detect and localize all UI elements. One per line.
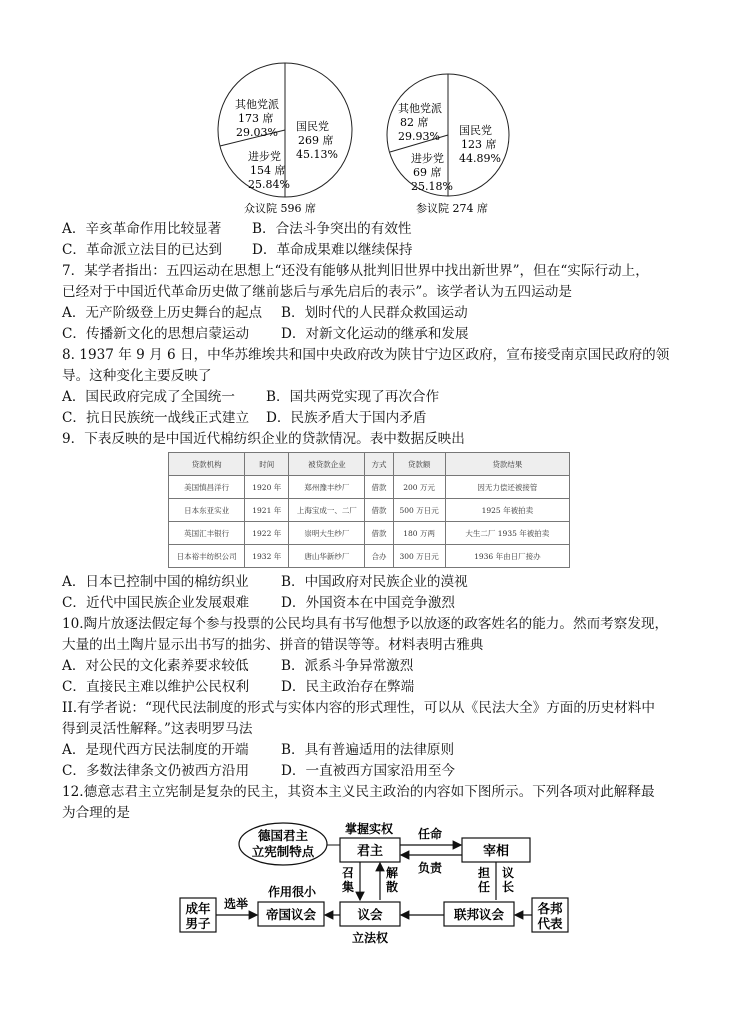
q10-option-d: D．民主政治存在弊端 (281, 679, 415, 695)
table-cell: 大生二厂 1935 年被拍卖 (445, 522, 569, 545)
pie2-prog-name: 进步党 (411, 152, 444, 165)
label-serve-2: 任 (477, 880, 491, 894)
q8-option-d: D．民族矛盾大于国内矛盾 (266, 410, 427, 426)
pie1-kmt-seats: 269 席 (298, 134, 334, 147)
table-cell: 唐山华新纱厂 (289, 545, 365, 568)
table-cell: 借款 (365, 522, 393, 545)
label-serve-1: 担 (477, 866, 491, 880)
label-convene-1: 召 (341, 866, 355, 880)
q6-option-c: C．革命派立法目的已达到 (62, 242, 222, 258)
q11-option-b: B．具有普遍适用的法律原则 (281, 742, 455, 758)
table-cell: 借款 (365, 499, 393, 522)
pie2-prog-pct: 25.18% (411, 180, 453, 193)
loan-table-header (169, 453, 570, 476)
table-cell: 上海宝成一、二厂 (289, 499, 365, 522)
label-speaker-1: 议 (501, 866, 515, 880)
q7-option-c: C．传播新文化的思想启蒙运动 (62, 326, 250, 342)
q7-stem-line1: 7．某学者指出：五四运动在思想上“还没有能够从批判旧世界中找出新世界”，但在“实际行动上， (62, 263, 649, 279)
q8-option-c: C．抗日民族统一战线正式建立 (62, 410, 250, 426)
table-row (169, 499, 570, 522)
pie1-kmt-pct: 45.13% (296, 148, 338, 161)
q9-option-b: B．中国政府对民族企业的漠视 (281, 574, 468, 590)
col-header: 贷款结果 (445, 453, 569, 476)
pie2-kmt-name: 国民党 (459, 124, 492, 137)
col-header: 贷款机构 (169, 453, 245, 476)
oval-line2: 立宪制特点 (251, 844, 315, 859)
q6-option-a: A．辛亥革命作用比较显著 (62, 221, 222, 237)
table-cell: 1921 年 (245, 499, 289, 522)
label-speaker-2: 长 (501, 880, 515, 894)
state-reps-line2: 代表 (537, 916, 563, 931)
pie1-kmt-name: 国民党 (296, 120, 329, 133)
q9-option-d: D．外国资本在中国竞争激烈 (281, 595, 456, 611)
col-header: 方式 (365, 453, 393, 476)
table-cell: 日本东亚实业 (169, 499, 245, 522)
table-cell: 合办 (365, 545, 393, 568)
col-header: 时间 (245, 453, 289, 476)
table-cell: 500 万日元 (393, 499, 445, 522)
adult-male-line2: 男子 (185, 916, 211, 931)
q6-option-b: B．合法斗争突出的有效性 (252, 221, 412, 237)
q7-option-b: B．划时代的人民群众救国运动 (281, 305, 468, 321)
label-power: 掌握实权 (344, 822, 394, 836)
q9-stem: 9．下表反映的是中国近代棉纺织企业的贷款情况。表中数据反映出 (62, 431, 465, 447)
pie1-prog-pct: 25.84% (248, 178, 290, 191)
oval-line1: 德国君主 (257, 828, 309, 843)
table-cell: 借款 (365, 476, 393, 499)
q10-stem-line2: 大量的出土陶片显示出书写的拙劣、拼音的错误等等。材料表明古雅典 (62, 637, 484, 653)
label-responsible: 负责 (417, 861, 443, 875)
table-row (169, 476, 570, 499)
q9-option-a: A．日本已控制中国的棉纺织业 (62, 574, 249, 590)
label-legislative: 立法权 (351, 931, 389, 945)
pie2-other-seats: 82 席 (400, 116, 429, 129)
pie1-prog-seats: 154 席 (250, 164, 286, 177)
label-dissolve-2: 散 (385, 880, 399, 894)
q8-stem-line1: 8. 1937 年 9 月 6 日，中华苏维埃共和国中央政府改为陕甘宁边区政府，宣布接受南京国民政府的领 (62, 347, 670, 363)
pie2-caption: 参议院 274 席 (416, 202, 488, 215)
state-reps-line1: 各邦 (537, 901, 563, 916)
reichstag-label: 帝国议会 (265, 907, 317, 922)
pie1-other-name: 其他党派 (235, 98, 279, 111)
table-cell: 美国慎昌洋行 (169, 476, 245, 499)
pie2-kmt-pct: 44.89% (459, 152, 501, 165)
chancellor-label: 宰相 (482, 844, 510, 859)
loan-table (168, 452, 570, 568)
q12-stem-line1: 12.德意志君主立宪制是复杂的民主，其资本主义民主政治的内容如下图所示。下列各项对此解释最 (62, 784, 655, 800)
q11-option-a: A．是现代西方民法制度的开端 (62, 742, 249, 758)
q11-option-d: D．一直被西方国家沿用至今 (281, 763, 456, 779)
table-cell: 1920 年 (245, 476, 289, 499)
pie2-prog-seats: 69 席 (413, 166, 442, 179)
bundesrat-label: 联邦议会 (453, 907, 505, 922)
table-cell: 英国汇丰银行 (169, 522, 245, 545)
parliament-label: 议会 (357, 907, 383, 922)
table-cell: 郑州豫丰纱厂 (289, 476, 365, 499)
q6-option-d: D．革命成果难以继续保持 (252, 242, 413, 258)
q7-stem-line2: 已经对于中国近代革命历史做了继前毖后与承先启后的表示”。该学者认为五四运动是 (62, 284, 572, 300)
q8-option-b: B．国共两党实现了再次合作 (266, 389, 440, 405)
table-cell: 200 万元 (393, 476, 445, 499)
col-header: 贷款额 (393, 453, 445, 476)
table-row (169, 545, 570, 568)
table-cell: 崇明大生纱厂 (289, 522, 365, 545)
table-cell: 300 万日元 (393, 545, 445, 568)
table-cell: 因无力偿还被接管 (445, 476, 569, 499)
table-cell: 180 万两 (393, 522, 445, 545)
constitution-diagram (0, 820, 737, 945)
label-dissolve-1: 解 (385, 866, 399, 880)
pie1-caption: 众议院 596 席 (244, 202, 316, 215)
pie2-kmt-seats: 123 席 (461, 138, 497, 151)
q10-option-b: B．派系斗争异常激烈 (281, 658, 414, 674)
q12-stem-line2: 为合理的是 (62, 805, 130, 821)
pie-charts (0, 0, 737, 220)
pie-chart-senate (387, 74, 509, 215)
q10-option-c: C．直接民主难以维护公民权利 (62, 679, 250, 695)
adult-male-line1: 成年 (185, 901, 211, 916)
q11-stem-line2: 得到灵活性解释。”这表明罗马法 (62, 721, 253, 737)
pie2-other-name: 其他党派 (398, 102, 442, 115)
label-minor-role: 作用很小 (267, 885, 317, 899)
q11-stem-line1: II.有学者说：“现代民法制度的形式与实体内容的形式理性，可以从《民法大全》方面的历史材料中 (62, 700, 655, 716)
table-cell: 1925 年被拍卖 (445, 499, 569, 522)
pie1-prog-name: 进步党 (248, 150, 281, 163)
pie2-other-pct: 29.93% (398, 130, 440, 143)
col-header: 被贷款企业 (289, 453, 365, 476)
q11-option-c: C．多数法律条文仍被西方沿用 (62, 763, 250, 779)
pie-chart-house (218, 63, 352, 215)
q8-option-a: A．国民政府完成了全国统一 (62, 389, 235, 405)
q7-option-a: A．无产阶级登上历史舞台的起点 (62, 305, 263, 321)
q9-option-c: C．近代中国民族企业发展艰难 (62, 595, 250, 611)
label-elect: 选举 (223, 897, 249, 911)
table-cell: 1932 年 (245, 545, 289, 568)
table-cell: 1922 年 (245, 522, 289, 545)
q7-option-d: D．对新文化运动的继承和发展 (281, 326, 469, 342)
pie1-other-pct: 29.03% (236, 126, 278, 139)
label-appoint: 任命 (417, 827, 443, 841)
table-cell: 1936 年由日厂接办 (445, 545, 569, 568)
pie1-other-seats: 173 席 (238, 112, 274, 125)
monarch-label: 君主 (356, 844, 384, 859)
label-convene-2: 集 (341, 880, 355, 894)
q8-stem-line2: 导。这种变化主要反映了 (62, 368, 212, 384)
q10-option-a: A．对公民的文化素养要求较低 (62, 658, 249, 674)
table-row (169, 522, 570, 545)
q10-stem-line1: 10.陶片放逐法假定每个参与投票的公民均具有书写他想予以放逐的政客姓名的能力。然而考察发现， (62, 616, 669, 632)
feature-oval (239, 823, 327, 865)
table-cell: 日本裕丰纺织公司 (169, 545, 245, 568)
